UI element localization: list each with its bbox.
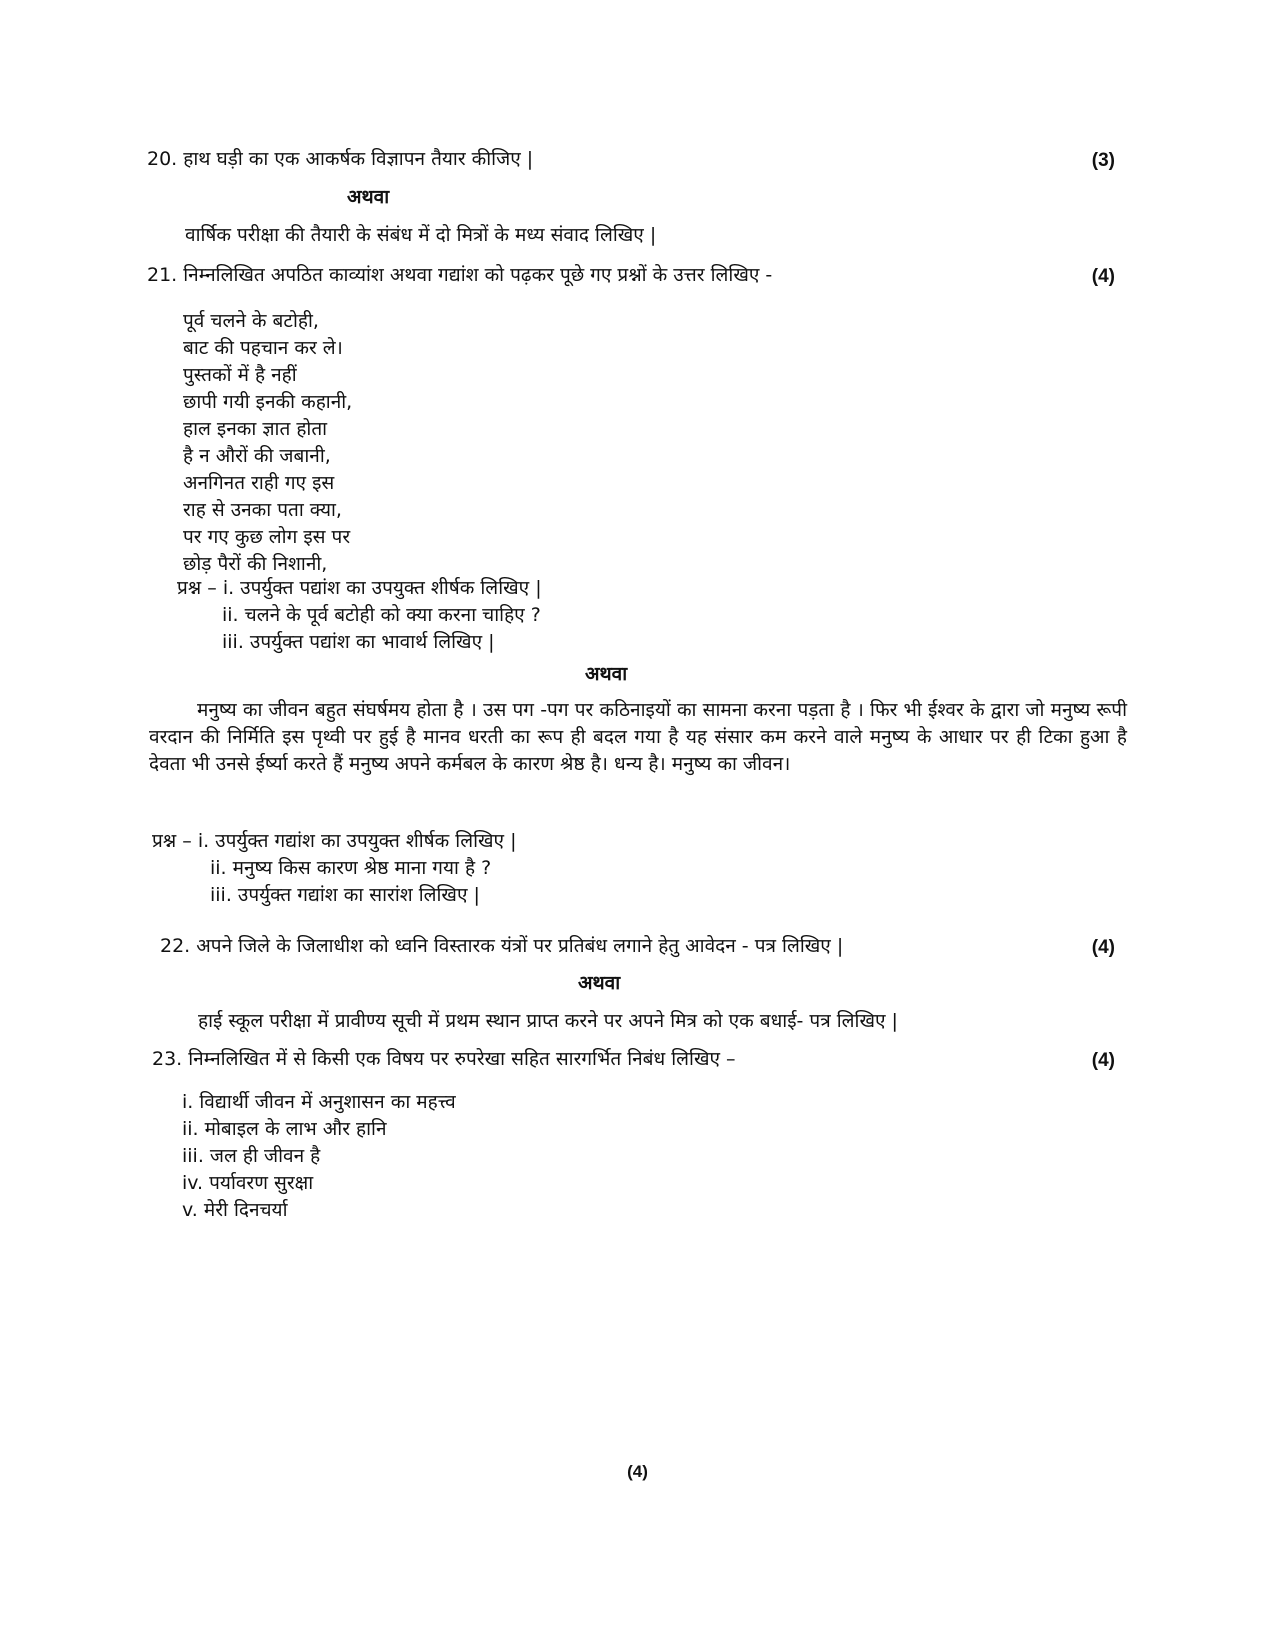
essay-topic: iv. पर्यावरण सुरक्षा — [182, 1172, 314, 1194]
poem-line: छोड़ पैरों की निशानी, — [183, 553, 328, 575]
question-20-marks: (3) — [1091, 150, 1115, 171]
poem-line: पुस्तकों में है नहीं — [183, 364, 297, 386]
poem-line: पूर्व चलने के बटोही, — [183, 310, 319, 332]
page-number: (4) — [627, 1462, 648, 1481]
poem-question-2: ii. चलने के पूर्व बटोही को क्या करना चाहिए ? — [222, 604, 541, 626]
poem-line: बाट की पहचान कर ले। — [183, 337, 343, 359]
or-heading: अथवा — [578, 972, 621, 994]
poem-question-3: iii. उपर्युक्त पद्यांश का भावार्थ लिखिए | — [222, 631, 495, 653]
question-21-marks: (4) — [1091, 266, 1115, 287]
or-heading: अथवा — [585, 663, 628, 685]
question-20-alternative: वार्षिक परीक्षा की तैयारी के संबंध में दो मित्रों के मध्य संवाद लिखिए | — [185, 224, 657, 246]
poem-line: हाल इनका ज्ञात होता — [183, 418, 328, 440]
or-heading: अथवा — [347, 186, 390, 208]
question-23: 23. निम्नलिखित में से किसी एक विषय पर रुपरेखा सहित सारगर्भित निबंध लिखिए – — [152, 1048, 736, 1070]
essay-topic: i. विद्यार्थी जीवन में अनुशासन का महत्त्व — [182, 1091, 456, 1113]
poem-line: पर गए कुछ लोग इस पर — [183, 526, 351, 548]
poem-line: है न औरों की जबानी, — [183, 445, 331, 467]
essay-topic: ii. मोबाइल के लाभ और हानि — [182, 1118, 387, 1140]
prose-passage: मनुष्य का जीवन बहुत संघर्षमय होता है । उस पग -पग पर कठिनाइयों का सामना करना पड़ता है । फिर भी ईश्वर के द्वारा जो मनुष्य रूपी वरदान की निर्मिति इस पृथ्वी पर हुई है मानव धरती का रूप ही बदल गया है यह संसार कम करने वाले मनुष्य के आधार पर ही टिका हुआ है देवता भी उनसे ईर्ष्या करते हैं मनुष्य अपने कर्मबल के कारण श्रेष्ठ है। धन्य है। मनुष्य का जीवन। — [149, 699, 1127, 775]
question-21: 21. निम्नलिखित अपठित काव्यांश अथवा गद्यांश को पढ़कर पूछे गए प्रश्नों के उत्तर लिखिए - — [147, 264, 773, 286]
prose-question-3: iii. उपर्युक्त गद्यांश का सारांश लिखिए | — [210, 884, 480, 906]
prose-question-1: प्रश्न – i. उपर्युक्त गद्यांश का उपयुक्त शीर्षक लिखिए | — [152, 830, 517, 852]
poem-question-1: प्रश्न – i. उपर्युक्त पद्यांश का उपयुक्त शीर्षक लिखिए | — [177, 577, 542, 599]
essay-topic: v. मेरी दिनचर्या — [182, 1199, 288, 1221]
question-22-marks: (4) — [1091, 937, 1115, 958]
question-22-alternative: हाई स्कूल परीक्षा में प्रावीण्य सूची में प्रथम स्थान प्राप्त करने पर अपने मित्र को एक बधाई- पत्र लिखिए | — [198, 1010, 898, 1032]
prose-question-2: ii. मनुष्य किस कारण श्रेष्ठ माना गया है ? — [210, 857, 492, 879]
poem-line: छापी गयी इनकी कहानी, — [183, 391, 353, 413]
question-23-marks: (4) — [1091, 1050, 1115, 1071]
question-22: 22. अपने जिले के जिलाधीश को ध्वनि विस्तारक यंत्रों पर प्रतिबंध लगाने हेतु आवेदन - पत्र लिखिए | — [160, 935, 844, 957]
poem-line: अनगिनत राही गए इस — [183, 472, 335, 494]
essay-topic: iii. जल ही जीवन है — [182, 1145, 321, 1167]
question-20: 20. हाथ घड़ी का एक आकर्षक विज्ञापन तैयार कीजिए | — [147, 148, 534, 170]
poem-line: राह से उनका पता क्या, — [183, 499, 342, 521]
